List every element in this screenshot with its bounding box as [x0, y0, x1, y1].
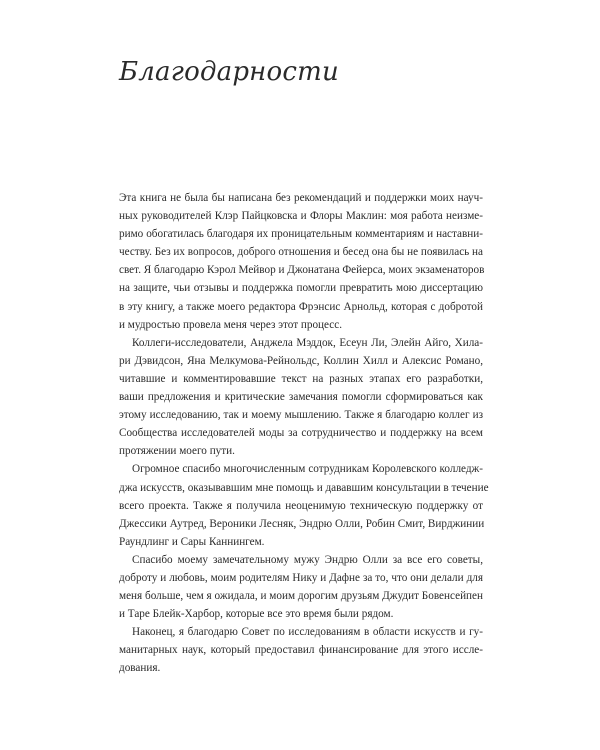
text-line: ри Дэвидсон, Яна Мелкумова-Рейнольдс, Коллин Хилл и Алексис Романо,: [119, 354, 483, 367]
paragraph-2: [119, 334, 483, 461]
text-line: Коллеги-исследователи, Анджела Мэддок, Есеун Ли, Элейн Айго, Хила-: [132, 336, 483, 349]
text-line: ных руководителей Клэр Пайцковска и Флоры Маклин: моя работа неизме-: [119, 210, 483, 223]
text-line: манитарных наук, который предоставил финансирование для этого иссле-: [119, 644, 483, 657]
text-line: Эта книга не была бы написана без рекомендаций и поддержки моих науч-: [119, 192, 483, 204]
text-line: меня больше, чем я ожидала, и моим дорогим друзьям Джудит Бовенсейпен: [119, 590, 483, 603]
text-line: Раундлинг и Сары Каннингем.: [119, 535, 265, 548]
paragraph-1: [119, 189, 483, 334]
text-line: всего проекта. Также я получила неоценимую техническую поддержку от: [119, 499, 483, 512]
text-line: ваши предложения и критические замечания помогли сформироваться как: [119, 391, 483, 404]
text-line: в эту книгу, а также моего редактора Фрэнсис Арнольд, которая с добротой: [119, 300, 483, 313]
text-line: Джессики Аутред, Вероники Лесняк, Эндрю Олли, Робин Смит, Вирджинии: [119, 517, 485, 530]
text-line: и мудростью провела меня через этот процесс.: [119, 318, 343, 331]
paragraph-5: [119, 623, 483, 677]
page-title: Благодарности: [119, 57, 339, 87]
text-line: Сообщества исследователей моды за сотрудничество и поддержку на всем: [119, 427, 483, 440]
text-line: римо обогатилась благодаря их проницательным комментариям и наставни-: [119, 228, 483, 241]
text-line: и Таре Блейк-Харбор, которые все это время были рядом.: [119, 608, 394, 621]
text-line: протяжении моего пути.: [119, 445, 235, 458]
text-line: Огромное спасибо многочисленным сотрудникам Королевского колледж-: [132, 463, 483, 476]
text-line: доброту и любовь, моим родителям Нику и Дафне за то, что они делали для: [119, 571, 483, 584]
text-line: честву. Без их вопросов, доброго отношения и бесед она бы не появилась на: [119, 246, 484, 259]
text-line: свет. Я благодарю Кэрол Мейвор и Джонатана Фейерса, моих экзаменаторов: [119, 264, 485, 277]
paragraph-4: [119, 551, 483, 623]
text-line: читавшие и комментировавшие текст на разных этапах его разработки,: [119, 372, 483, 385]
text-line: джа искусств, оказывавшим мне помощь и дававшим консультации в течение: [119, 481, 489, 494]
paragraph-3: [119, 460, 489, 550]
text-line: этому исследованию, так и моему мышлению. Также я благодарю коллег из: [119, 409, 483, 422]
acknowledgements-text: [119, 189, 489, 678]
text-line: Спасибо моему замечательному мужу Эндрю Олли за все его советы,: [132, 553, 483, 566]
text-line: на защите, чьи отзывы и поддержка помогли превратить мою диссертацию: [119, 282, 483, 295]
text-line: дования.: [119, 662, 161, 675]
text-line: Наконец, я благодарю Совет по исследованиям в области искусств и гу-: [132, 626, 483, 639]
